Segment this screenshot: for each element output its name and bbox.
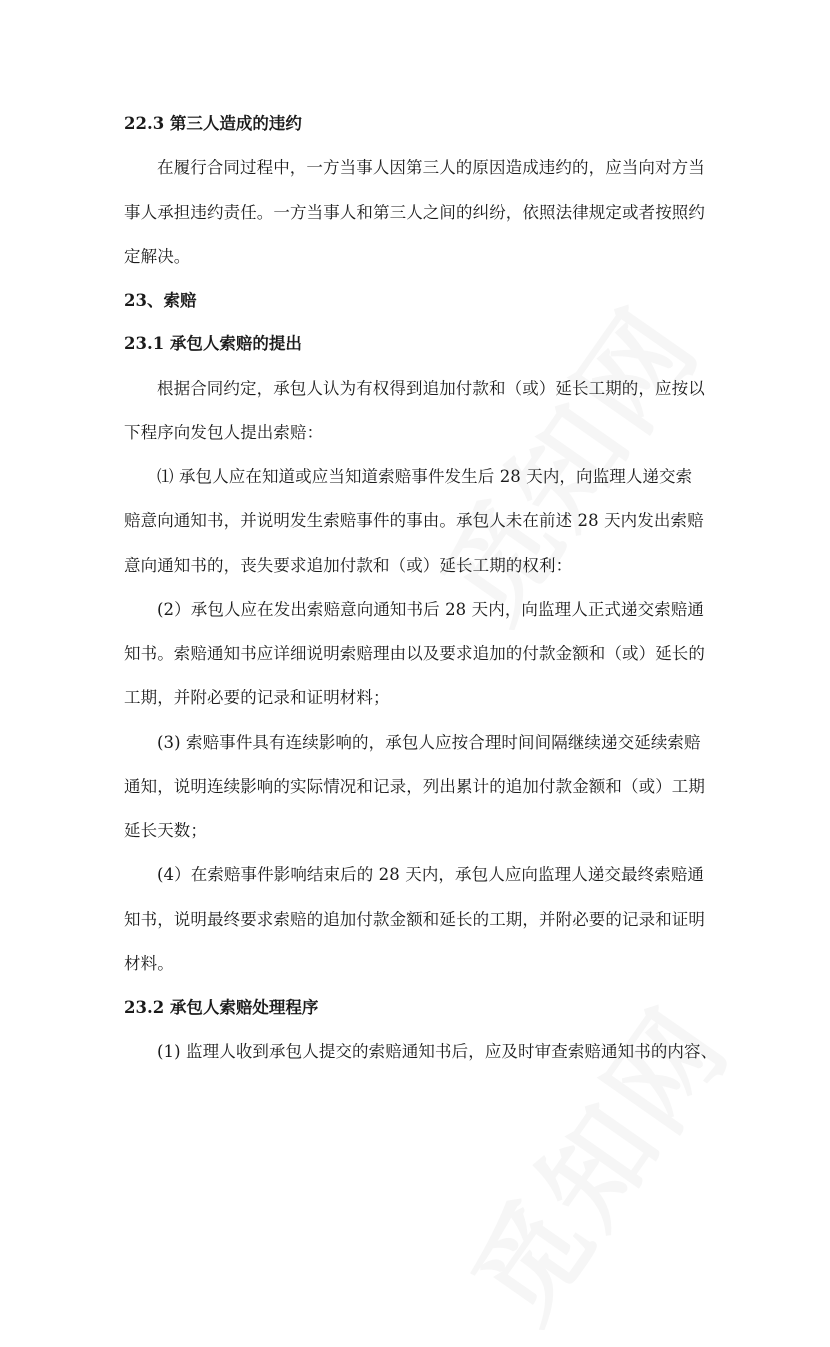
list-item-line: 通知，说明连续影响的实际情况和记录，列出累计的追加付款金额和（或）工期 [124,777,705,796]
list-item-line: ⑴ 承包人应在知道或应当知道索赔事件发生后 28 天内，向监理人递交索 [157,467,693,486]
paragraph-line: 根据合同约定，承包人认为有权得到追加付款和（或）延长工期的，应按以 [157,379,705,398]
section-heading-23: 23、索赔 [124,291,197,310]
list-item-line: 延长天数； [124,821,207,840]
list-item-line: 知书，说明最终要求索赔的追加付款金额和延长的工期，并附必要的记录和证明 [124,910,705,929]
list-item-line: 意向通知书的，丧失要求追加付款和（或）延长工期的权利： [124,556,573,575]
paragraph-line: 在履行合同过程中，一方当事人因第三人的原因造成违约的，应当向对方当 [157,158,705,177]
watermark [429,971,758,1347]
paragraph-line: 定解决。 [124,247,191,266]
section-heading-22-3: 22.3 第三人造成的违约 [124,114,302,133]
list-item-line: 材料。 [124,954,174,973]
list-item-line: (1) 监理人收到承包人提交的索赔通知书后，应及时审查索赔通知书的内容、 [157,1042,718,1061]
list-item-line: 工期，并附必要的记录和证明材料； [124,688,390,707]
section-heading-23-1: 23.1 承包人索赔的提出 [124,334,302,353]
list-item-line: (4）在索赔事件影响结束后的 28 天内，承包人应向监理人递交最终索赔通 [157,865,705,884]
section-heading-23-2: 23.2 承包人索赔处理程序 [124,998,319,1017]
paragraph-line: 事人承担违约责任。一方当事人和第三人之间的纠纷，依照法律规定或者按照约 [124,203,705,222]
watermark [399,271,728,647]
paragraph-line: 下程序向发包人提出索赔： [124,423,324,442]
list-item-line: 赔意向通知书，并说明发生索赔事件的事由。承包人未在前述 28 天内发出索赔 [124,511,704,530]
list-item-line: 知书。索赔通知书应详细说明索赔理由以及要求追加的付款金额和（或）延长的 [124,644,705,663]
list-item-line: (2）承包人应在发出索赔意向通知书后 28 天内，向监理人正式递交索赔通 [157,600,705,619]
list-item-line: (3) 索赔事件具有连续影响的，承包人应按合理时间间隔继续递交延续索赔 [157,733,701,752]
